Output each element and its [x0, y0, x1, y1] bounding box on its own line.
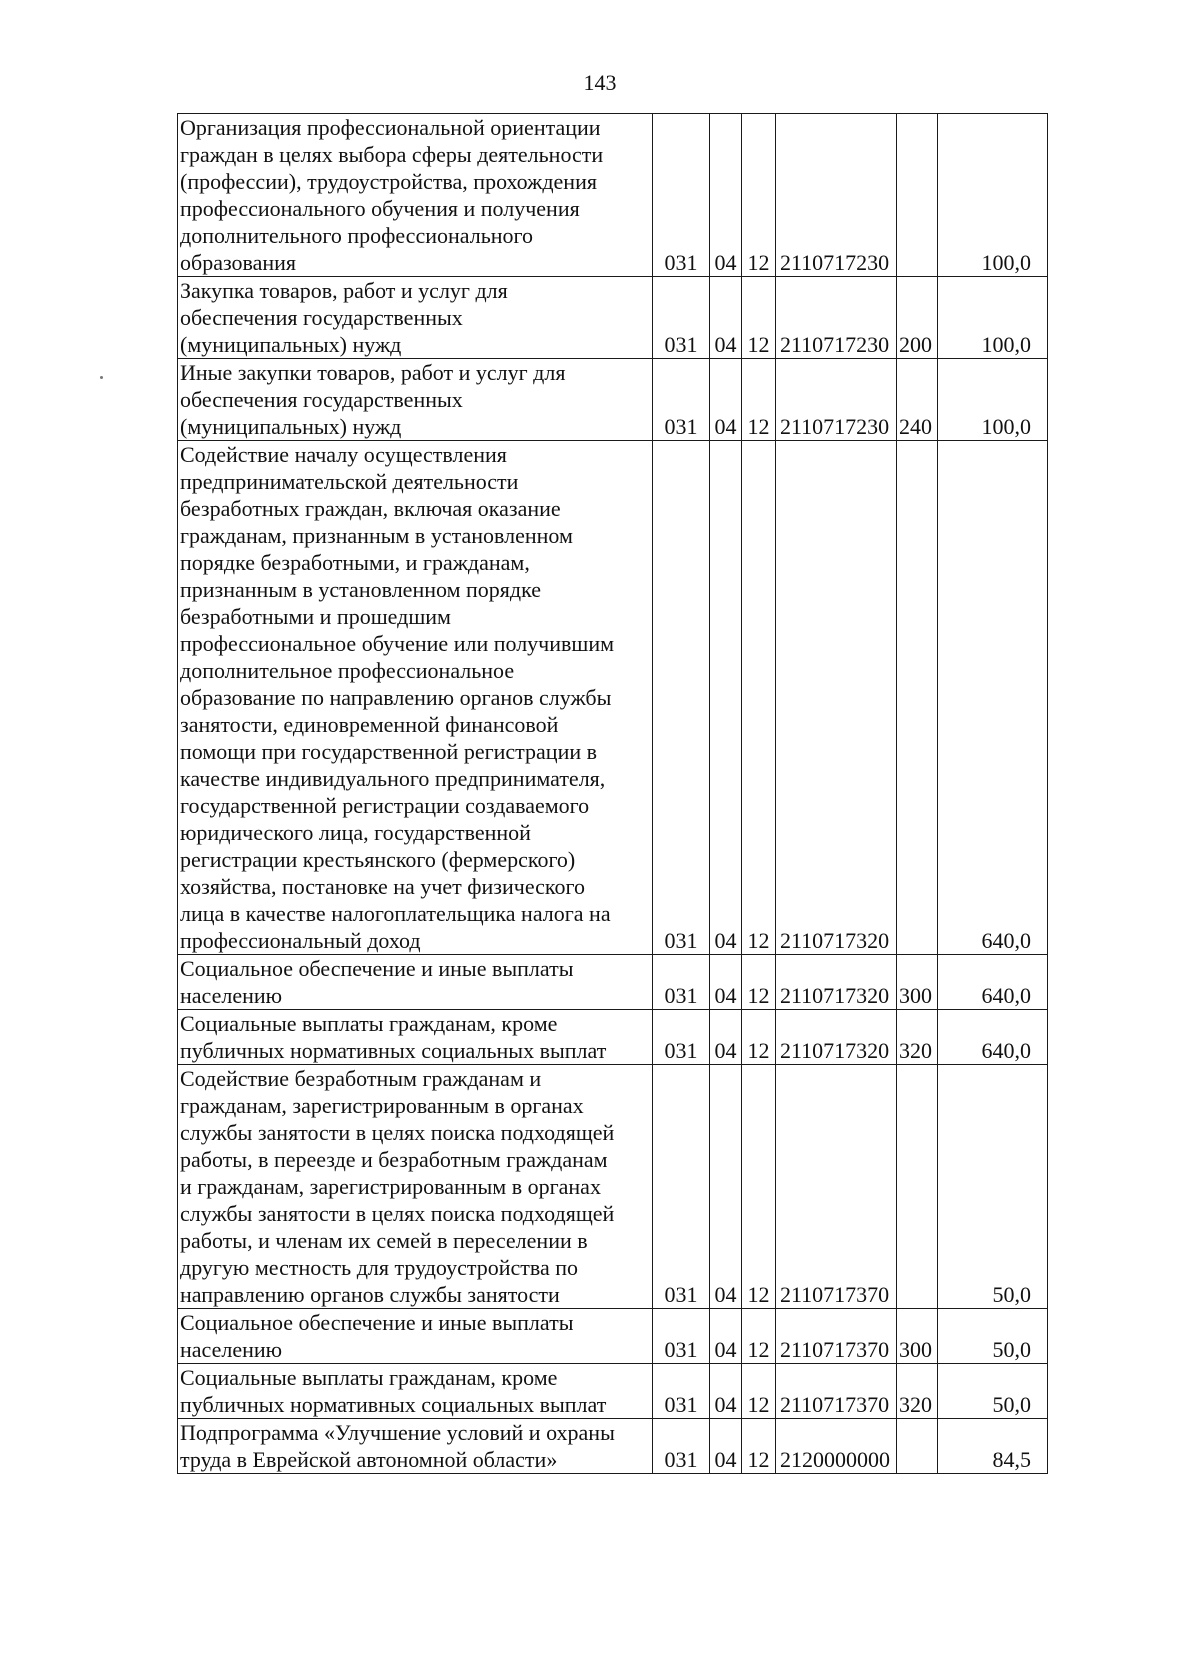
item-name-line: помощи при государственной регистрации в [180, 739, 598, 764]
scan-speck [100, 376, 103, 379]
cell-subsection: 12 [742, 359, 776, 441]
item-name-line: Социальные выплаты гражданам, кроме [180, 1365, 558, 1390]
cell-ved: 031 [653, 277, 710, 359]
cell-subsection: 12 [742, 1419, 776, 1474]
cell-target-article: 2110717320 [776, 441, 897, 955]
item-name-line: качестве индивидуального предпринимателя, [180, 766, 606, 791]
cell-target-article: 2110717230 [776, 277, 897, 359]
item-name-line: публичных нормативных социальных выплат [180, 1392, 607, 1417]
cell-item-name [178, 359, 653, 441]
cell-expense-type: 320 [897, 1010, 938, 1065]
item-name-line: публичных нормативных социальных выплат [180, 1038, 607, 1063]
table-row [178, 441, 1048, 955]
cell-subsection: 12 [742, 1309, 776, 1364]
cell-amount: 100,0 [938, 359, 1048, 441]
item-name-line: (муниципальных) нужд [180, 332, 402, 357]
cell-section: 04 [710, 359, 742, 441]
table-row [178, 1065, 1048, 1309]
item-name-line: службы занятости в целях поиска подходящей [180, 1120, 615, 1145]
item-name-line: обеспечения государственных [180, 387, 463, 412]
cell-subsection: 12 [742, 1010, 776, 1065]
item-name-line: юридического лица, государственной [180, 820, 531, 845]
budget-table [177, 113, 1048, 1474]
cell-subsection: 12 [742, 114, 776, 277]
cell-section: 04 [710, 1065, 742, 1309]
cell-amount: 640,0 [938, 955, 1048, 1010]
cell-expense-type [897, 1419, 938, 1474]
item-name-line: порядке безработными, и гражданам, [180, 550, 530, 575]
item-name-line: безработных граждан, включая оказание [180, 496, 561, 521]
table-row [178, 359, 1048, 441]
cell-item-name [178, 1010, 653, 1065]
cell-amount: 50,0 [938, 1309, 1048, 1364]
page-number: 143 [583, 70, 617, 95]
item-name-line: дополнительного профессионального [180, 223, 533, 248]
cell-expense-type: 200 [897, 277, 938, 359]
cell-expense-type [897, 1065, 938, 1309]
item-name-line: населению [180, 1337, 283, 1362]
item-name-line: признанным в установленном порядке [180, 577, 541, 602]
item-name-line: гражданам, зарегистрированным в органах [180, 1093, 584, 1118]
cell-amount: 640,0 [938, 441, 1048, 955]
item-name-line: Организация профессиональной ориентации [180, 115, 601, 140]
item-name-line: работы, в переезде и безработным гражданам [180, 1147, 608, 1172]
item-name-line: Социальное обеспечение и иные выплаты [180, 1310, 574, 1335]
cell-ved: 031 [653, 1364, 710, 1419]
cell-item-name [178, 955, 653, 1010]
table-row [178, 277, 1048, 359]
item-name-line: дополнительное профессиональное [180, 658, 515, 683]
cell-item-name [178, 1419, 653, 1474]
cell-ved: 031 [653, 1419, 710, 1474]
cell-expense-type: 240 [897, 359, 938, 441]
item-name-line: Социальные выплаты гражданам, кроме [180, 1011, 558, 1036]
item-name-line: предпринимательской деятельности [180, 469, 519, 494]
table-body [178, 114, 1048, 1474]
cell-expense-type: 320 [897, 1364, 938, 1419]
cell-ved: 031 [653, 1309, 710, 1364]
cell-section: 04 [710, 441, 742, 955]
item-name-line: государственной регистрации создаваемого [180, 793, 590, 818]
item-name-line: службы занятости в целях поиска подходящей [180, 1201, 615, 1226]
cell-target-article: 2110717370 [776, 1309, 897, 1364]
cell-amount: 640,0 [938, 1010, 1048, 1065]
cell-target-article: 2110717320 [776, 1010, 897, 1065]
cell-target-article: 2120000000 [776, 1419, 897, 1474]
item-name-line: и гражданам, зарегистрированным в органах [180, 1174, 601, 1199]
cell-amount: 50,0 [938, 1364, 1048, 1419]
item-name-line: профессиональное обучение или получившим [180, 631, 615, 656]
item-name-line: (муниципальных) нужд [180, 414, 402, 439]
cell-amount: 100,0 [938, 277, 1048, 359]
item-name-line: гражданам, признанным в установленном [180, 523, 573, 548]
cell-expense-type [897, 441, 938, 955]
item-name-line: направлению органов службы занятости [180, 1282, 560, 1307]
item-name-line: другую местность для трудоустройства по [180, 1255, 578, 1280]
cell-section: 04 [710, 277, 742, 359]
cell-item-name [178, 277, 653, 359]
cell-section: 04 [710, 114, 742, 277]
cell-amount: 84,5 [938, 1419, 1048, 1474]
table-row [178, 1364, 1048, 1419]
cell-ved: 031 [653, 441, 710, 955]
cell-target-article: 2110717230 [776, 359, 897, 441]
cell-subsection: 12 [742, 277, 776, 359]
cell-expense-type: 300 [897, 955, 938, 1010]
item-name-line: хозяйства, постановке на учет физического [180, 874, 585, 899]
item-name-line: Содействие безработным гражданам и [180, 1066, 542, 1091]
cell-subsection: 12 [742, 441, 776, 955]
cell-ved: 031 [653, 1065, 710, 1309]
item-name-line: Закупка товаров, работ и услуг для [180, 278, 508, 303]
cell-subsection: 12 [742, 955, 776, 1010]
cell-expense-type [897, 114, 938, 277]
table-row [178, 1309, 1048, 1364]
item-name-line: безработными и прошедшим [180, 604, 451, 629]
item-name-line: граждан в целях выбора сферы деятельности [180, 142, 604, 167]
cell-item-name [178, 441, 653, 955]
cell-item-name [178, 1364, 653, 1419]
item-name-line: профессионального обучения и получения [180, 196, 580, 221]
cell-section: 04 [710, 1419, 742, 1474]
cell-amount: 50,0 [938, 1065, 1048, 1309]
table-row [178, 114, 1048, 277]
item-name-line: Социальное обеспечение и иные выплаты [180, 956, 574, 981]
cell-item-name [178, 1065, 653, 1309]
cell-item-name [178, 1309, 653, 1364]
item-name-line: обеспечения государственных [180, 305, 463, 330]
cell-subsection: 12 [742, 1364, 776, 1419]
item-name-line: регистрации крестьянского (фермерского) [180, 847, 576, 872]
cell-ved: 031 [653, 1010, 710, 1065]
table-row [178, 1010, 1048, 1065]
cell-target-article: 2110717370 [776, 1065, 897, 1309]
cell-section: 04 [710, 955, 742, 1010]
cell-ved: 031 [653, 114, 710, 277]
item-name-line: занятости, единовременной финансовой [180, 712, 559, 737]
cell-target-article: 2110717230 [776, 114, 897, 277]
cell-subsection: 12 [742, 1065, 776, 1309]
item-name-line: Иные закупки товаров, работ и услуг для [180, 360, 566, 385]
cell-item-name [178, 114, 653, 277]
cell-section: 04 [710, 1364, 742, 1419]
cell-amount: 100,0 [938, 114, 1048, 277]
item-name-line: профессиональный доход [180, 928, 421, 953]
item-name-line: образования [180, 250, 297, 275]
cell-expense-type: 300 [897, 1309, 938, 1364]
table-row [178, 1419, 1048, 1474]
item-name-line: населению [180, 983, 283, 1008]
cell-ved: 031 [653, 359, 710, 441]
table-row [178, 955, 1048, 1010]
cell-ved: 031 [653, 955, 710, 1010]
item-name-line: образование по направлению органов службы [180, 685, 612, 710]
cell-section: 04 [710, 1010, 742, 1065]
cell-target-article: 2110717370 [776, 1364, 897, 1419]
cell-target-article: 2110717320 [776, 955, 897, 1010]
item-name-line: (профессии), трудоустройства, прохождения [180, 169, 597, 194]
item-name-line: труда в Еврейской автономной области» [180, 1447, 558, 1472]
cell-section: 04 [710, 1309, 742, 1364]
item-name-line: Подпрограмма «Улучшение условий и охраны [180, 1420, 615, 1445]
item-name-line: работы, и членам их семей в переселении в [180, 1228, 588, 1253]
item-name-line: Содействие началу осуществления [180, 442, 507, 467]
item-name-line: лица в качестве налогоплательщика налога на [180, 901, 611, 926]
